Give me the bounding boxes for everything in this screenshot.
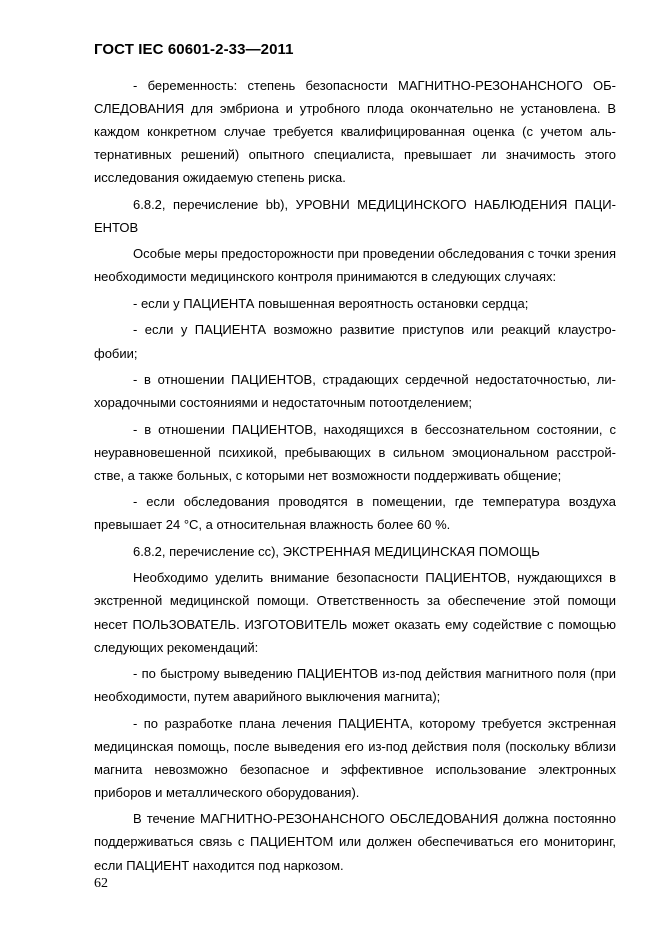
paragraph: Необходимо уделить внимание безопасности ПАЦИЕНТОВ, нуждающихся в экстренной медицинской помощи. Ответственность за обеспечение этой помощи несет ПОЛЬЗОВАТЕЛЬ. ИЗГОТОВИТЕЛЬ может оказать ему содействие с помощью следующих рекомендаций:: [94, 570, 616, 655]
list-item: - по разработке плана лечения ПАЦИЕНТА, которому требуется экстренная медицинская помощь, после выведения его из-под действия поля (поскольку вблизи магнита невозможно безопасное и эффективное использование электронных приборов и металлического оборудования).: [94, 715, 616, 800]
paragraph: В течение МАГНИТНО-РЕЗОНАНСНОГО ОБСЛЕДОВАНИЯ должна постоянно поддерживаться связь с ПАЦИЕНТОМ или должен обеспечиваться его мониторинг, если ПАЦИЕНТ находится под наркозом.: [94, 811, 616, 873]
paragraph: Особые меры предосторожности при проведении обследования с точки зрения необходимости медицинского контроля принимаются в следующих случаях:: [94, 246, 616, 285]
list-item: - в отношении ПАЦИЕНТОВ, находящихся в бессознательном состоянии, с неуравновешенной психикой, пребывающих в сильном эмоциональном расстройстве, а также больных, с которыми нет возможности поддерживать общение;: [94, 421, 616, 483]
section-heading-cc: 6.8.2, перечисление сс), ЭКСТРЕННАЯ МЕДИЦИНСКАЯ ПОМОЩЬ: [133, 543, 540, 559]
document-header: ГОСТ IEC 60601-2-33—2011: [94, 41, 294, 58]
paragraph-pregnancy: - беременность: степень безопасности МАГНИТНО-РЕЗОНАНСНОГО ОБСЛЕДОВАНИЯ для эмбриона и утробного плода окончательно не установлена. В каждом конкретном случае требуется квалифицированная оценка (с учетом альтернативных решений) опытного специалиста, превышает ли значимость этого исследования ожидаемую степень риска.: [94, 78, 616, 186]
list-item: - если у ПАЦИЕНТА возможно развитие приступов или реакций клаустрофобии;: [94, 322, 616, 361]
page-number: 62: [94, 876, 108, 891]
list-item: - в отношении ПАЦИЕНТОВ, страдающих сердечной недостаточностью, лихорадочными состояниями и недостаточным потоотделением;: [94, 372, 616, 411]
list-item: - если у ПАЦИЕНТА повышенная вероятность остановки сердца;: [133, 295, 529, 311]
list-item: - по быстрому выведению ПАЦИЕНТОВ из-под действия магнитного поля (при необходимости, путем аварийного выключения магнита);: [94, 666, 616, 705]
document-body: [94, 74, 616, 880]
list-item: - если обследования проводятся в помещении, где температура воздуха превышает 24 °С, а относительная влажность более 60 %.: [94, 494, 616, 533]
section-heading-bb: 6.8.2, перечисление bb), УРОВНИ МЕДИЦИНСКОГО НАБЛЮДЕНИЯ ПАЦИЕНТОВ: [94, 196, 616, 235]
